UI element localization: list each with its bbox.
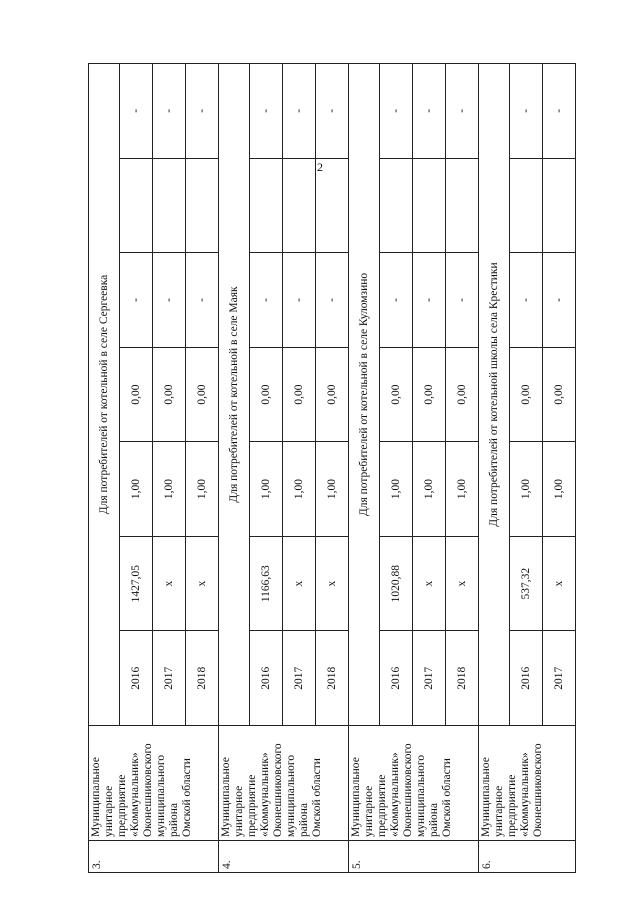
organization-name-line: Оконешниковского (402, 743, 414, 837)
section-header: Для потребителей от котельной в селе Куломзино (349, 64, 380, 726)
value-cell: - (316, 253, 349, 348)
value-cell: - (316, 64, 349, 159)
value-cell (543, 158, 576, 253)
value-cell: - (283, 64, 316, 159)
value-cell: - (380, 253, 413, 348)
value-cell: 1,00 (380, 442, 413, 537)
organization-name-line: Оконешниковского (272, 743, 284, 837)
organization-name-line: Омской области (311, 758, 323, 837)
tariff-table (88, 63, 576, 873)
value-cell: - (543, 253, 576, 348)
value-cell: 0,00 (153, 347, 186, 442)
organization-name-line: района (298, 802, 310, 837)
organization-name-line: унитарное (363, 785, 375, 837)
section-header-row (479, 64, 510, 873)
value-cell: 1,00 (186, 442, 219, 537)
organization-name-line: унитарное (233, 785, 245, 837)
organization-name-line: района (428, 802, 440, 837)
organization-name-line: унитарное (493, 785, 505, 837)
tariff-table-body (89, 64, 576, 873)
year-cell: 2017 (543, 631, 576, 726)
organization-name-line: муниципального (285, 754, 297, 837)
value-cell: x (283, 536, 316, 631)
value-cell: x (186, 536, 219, 631)
value-cell: 0,00 (446, 347, 479, 442)
value-cell: - (186, 253, 219, 348)
year-cell: 2016 (510, 631, 543, 726)
organization-name-line: Омской области (181, 758, 193, 837)
organization-name-line: муниципального (415, 754, 427, 837)
value-cell: - (153, 253, 186, 348)
row-number: 3. (89, 841, 219, 873)
row-number: 6. (479, 841, 576, 873)
organization-name-line: Муниципальное (480, 757, 492, 837)
value-cell: x (316, 536, 349, 631)
value-cell: 1020,88 (380, 536, 413, 631)
section-header-row (349, 64, 380, 873)
value-cell (316, 158, 349, 253)
value-cell: - (283, 253, 316, 348)
value-cell: x (543, 536, 576, 631)
value-cell: 1,00 (283, 442, 316, 537)
organization-name-line: Оконешниковского (532, 743, 544, 837)
organization-name-line: «Коммунальник» (389, 752, 401, 837)
year-cell: 2018 (186, 631, 219, 726)
value-cell: 1166,63 (250, 536, 283, 631)
organization-name-line: «Коммунальник» (259, 752, 271, 837)
section-header: Для потребителей от котельной школы села Крестики (479, 64, 510, 726)
value-cell: - (446, 253, 479, 348)
value-cell (380, 158, 413, 253)
organization-name-line: «Коммунальник» (129, 752, 141, 837)
value-cell: 0,00 (543, 347, 576, 442)
section-header-row (89, 64, 120, 873)
year-cell: 2017 (413, 631, 446, 726)
value-cell: 0,00 (283, 347, 316, 442)
value-cell (153, 158, 186, 253)
organization-name-line: «Коммунальник» (519, 752, 531, 837)
value-cell: x (413, 536, 446, 631)
value-cell: - (510, 253, 543, 348)
organization-name-line: предприятие (376, 774, 388, 837)
value-cell: 0,00 (510, 347, 543, 442)
value-cell: 1427,05 (120, 536, 153, 631)
value-cell (283, 158, 316, 253)
organization-name (349, 726, 479, 841)
value-cell: - (250, 253, 283, 348)
row-number: 4. (219, 841, 349, 873)
value-cell: - (186, 64, 219, 159)
value-cell (413, 158, 446, 253)
organization-name-line: муниципального (155, 754, 167, 837)
value-cell: - (413, 64, 446, 159)
section-header: Для потребителей от котельной в селе Маяк (219, 64, 250, 726)
value-cell: - (510, 64, 543, 159)
organization-name-line: унитарное (103, 785, 115, 837)
value-cell: - (446, 64, 479, 159)
year-cell: 2016 (120, 631, 153, 726)
organization-name-line: Муниципальное (90, 757, 102, 837)
value-cell: 0,00 (120, 347, 153, 442)
value-cell: - (250, 64, 283, 159)
value-cell: - (120, 64, 153, 159)
value-cell: 0,00 (380, 347, 413, 442)
value-cell: 1,00 (120, 442, 153, 537)
value-cell: 1,00 (413, 442, 446, 537)
value-cell: 0,00 (250, 347, 283, 442)
value-cell (510, 158, 543, 253)
value-cell: 1,00 (250, 442, 283, 537)
value-cell (250, 158, 283, 253)
value-cell: - (413, 253, 446, 348)
value-cell: 1,00 (316, 442, 349, 537)
organization-name-line: Муниципальное (220, 757, 232, 837)
value-cell (120, 158, 153, 253)
value-cell: - (380, 64, 413, 159)
year-cell: 2017 (153, 631, 186, 726)
value-cell: - (120, 253, 153, 348)
organization-name-line: предприятие (246, 774, 258, 837)
value-cell: 1,00 (446, 442, 479, 537)
organization-name-line: Омской области (441, 758, 453, 837)
organization-name-line: предприятие (506, 774, 518, 837)
value-cell: 1,00 (543, 442, 576, 537)
organization-name-line: предприятие (116, 774, 128, 837)
page-number: 2 (317, 160, 323, 174)
value-cell (186, 158, 219, 253)
value-cell: - (543, 64, 576, 159)
organization-name-line: района (168, 802, 180, 837)
organization-name (219, 726, 349, 841)
year-cell: 2018 (446, 631, 479, 726)
value-cell: 0,00 (186, 347, 219, 442)
value-cell: 1,00 (153, 442, 186, 537)
value-cell: - (153, 64, 186, 159)
value-cell (446, 158, 479, 253)
organization-name (479, 726, 576, 841)
value-cell: x (153, 536, 186, 631)
value-cell: 0,00 (413, 347, 446, 442)
row-number: 5. (349, 841, 479, 873)
organization-name-line: Муниципальное (350, 757, 362, 837)
year-cell: 2016 (380, 631, 413, 726)
year-cell: 2017 (283, 631, 316, 726)
organization-name (89, 726, 219, 841)
value-cell: 0,00 (316, 347, 349, 442)
rotated-table-container (88, 63, 582, 873)
value-cell: 1,00 (510, 442, 543, 537)
section-header: Для потребителей от котельной в селе Сергеевка (89, 64, 120, 726)
year-cell: 2016 (250, 631, 283, 726)
section-header-row (219, 64, 250, 873)
value-cell: 537,32 (510, 536, 543, 631)
value-cell: x (446, 536, 479, 631)
organization-name-line: Оконешниковского (142, 743, 154, 837)
year-cell: 2018 (316, 631, 349, 726)
